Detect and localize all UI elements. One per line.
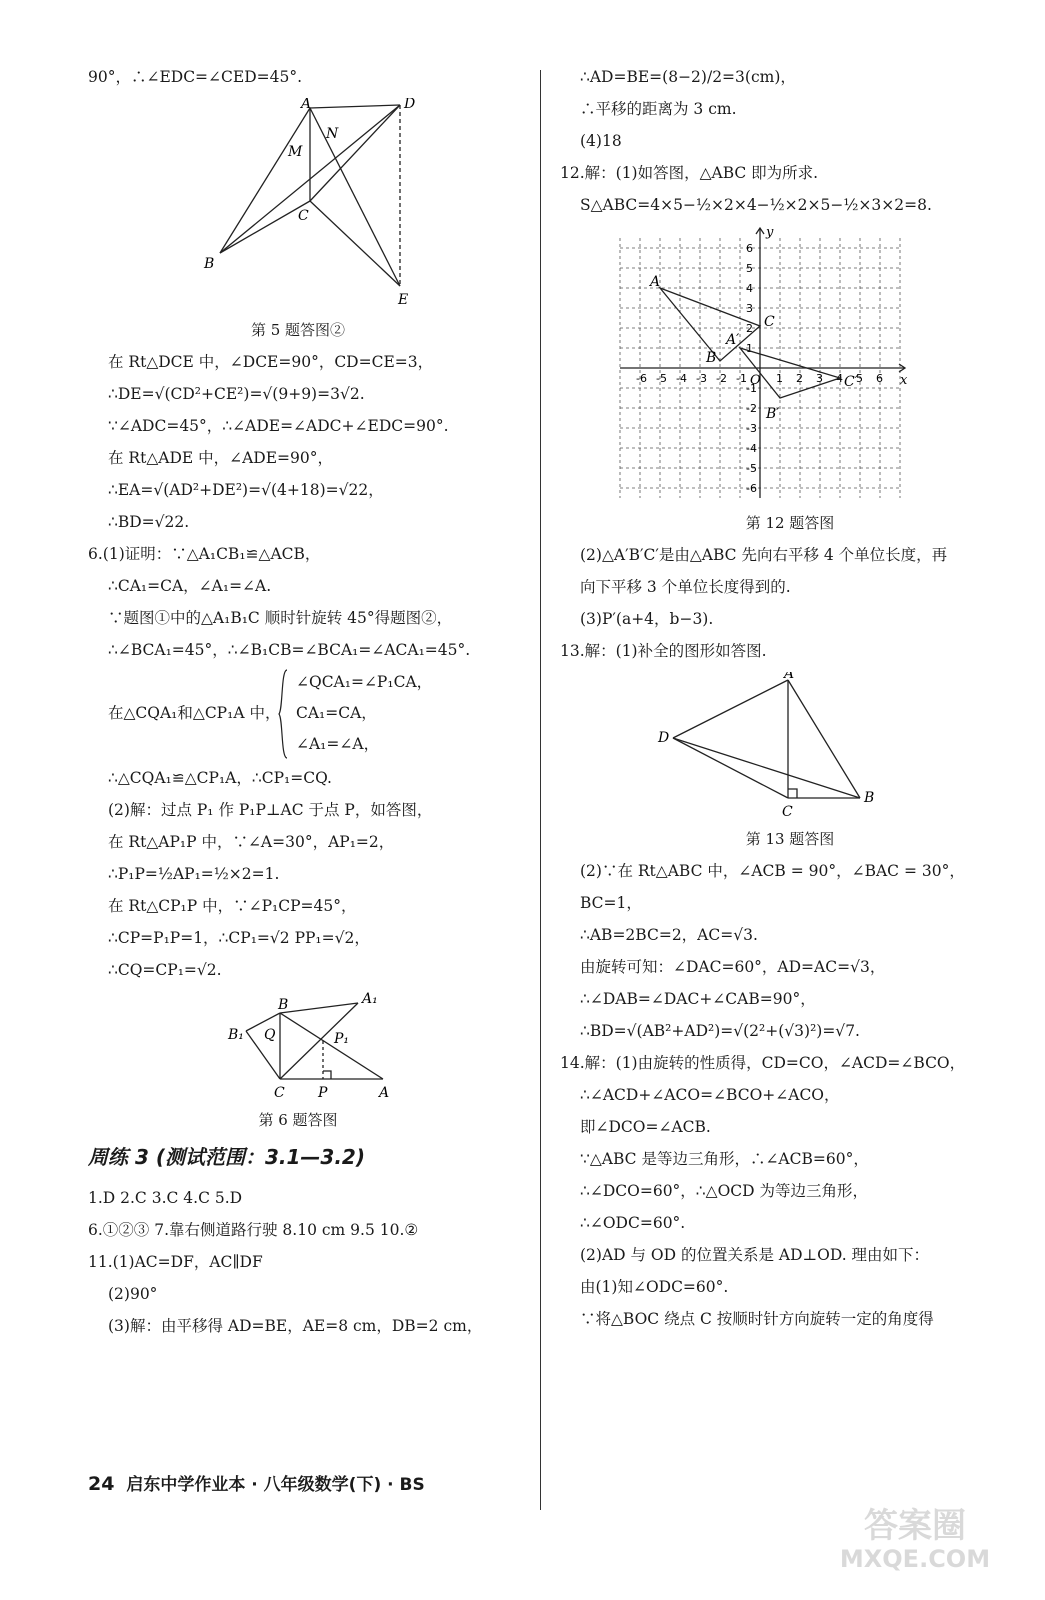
y-tick-label: -4 bbox=[746, 442, 757, 455]
x-tick-label: -5 bbox=[656, 372, 667, 385]
label-M: M bbox=[288, 144, 303, 160]
text-line: 在 Rt△CP₁P 中，∵∠P₁CP=45°， bbox=[108, 897, 357, 915]
figure-13-caption: 第 13 题答图 bbox=[745, 830, 835, 848]
text-line: ∴∠ODC=60°. bbox=[580, 1214, 686, 1232]
x-tick-label: 6 bbox=[876, 372, 883, 385]
text-line: (2)△A′B′C′是由△ABC 先向右平移 4 个单位长度，再 bbox=[580, 546, 948, 564]
left-column bbox=[88, 62, 508, 1343]
text-line: ∴∠DCO=60°，∴△OCD 为等边三角形， bbox=[580, 1182, 869, 1200]
text-line: ∴∠DAB=∠DAC+∠CAB=90°， bbox=[580, 990, 816, 1008]
answer-line: 6.①②③ 7.靠右侧道路行驶 8.10 cm 9.5 10.② bbox=[88, 1221, 419, 1239]
label-B: B bbox=[204, 256, 215, 272]
text-line: ∴P₁P=½AP₁=½×2=1. bbox=[108, 865, 280, 883]
text-line: ∴AB=2BC=2，AC=√3. bbox=[580, 926, 758, 944]
y-tick-label: 3 bbox=[746, 302, 753, 315]
y-tick-label: 1 bbox=[746, 342, 753, 355]
label-C: C bbox=[764, 314, 775, 330]
label-A: A bbox=[784, 672, 795, 682]
figure-12 bbox=[560, 226, 1020, 506]
text-line: ∴CQ=CP₁=√2. bbox=[108, 961, 222, 979]
section-title: 周练 3 (测试范围：3.1—3.2) bbox=[88, 1145, 365, 1169]
figure-12-grid bbox=[560, 226, 1020, 506]
page-footer bbox=[88, 1470, 425, 1495]
x-tick-label: 4 bbox=[836, 372, 843, 385]
text-line: (2)AD 与 OD 的位置关系是 AD⊥OD. 理由如下： bbox=[580, 1246, 930, 1264]
text-line: ∴BD=√22. bbox=[108, 513, 190, 531]
y-tick-label: 4 bbox=[746, 282, 753, 295]
text-line: ∴∠ACD+∠ACO=∠BCO+∠ACO， bbox=[580, 1086, 840, 1104]
text-line: ∵题图①中的△A₁B₁C 顺时针旋转 45°得题图②， bbox=[108, 609, 453, 627]
column-divider bbox=[540, 70, 541, 1510]
congruence-system bbox=[88, 667, 508, 763]
text-line: ∴△CQA₁≌△CP₁A，∴CP₁=CQ. bbox=[108, 769, 332, 787]
y-tick-label: -6 bbox=[746, 482, 757, 495]
figure-6-diagram bbox=[88, 991, 508, 1103]
brace-item: ∠QCA₁=∠P₁CA， bbox=[296, 673, 433, 691]
text-line: S△ABC=4×5−½×2×4−½×2×5−½×3×2=8. bbox=[580, 196, 932, 214]
text-line: 90°，∴∠EDC=∠CED=45°. bbox=[88, 68, 303, 86]
label-D: D bbox=[404, 98, 416, 112]
text-line: ∴BD=√(AB²+AD²)=√(2²+(√3)²)=√7. bbox=[580, 1022, 860, 1040]
label-B1: B₁ bbox=[228, 1027, 244, 1043]
label-B: B bbox=[864, 790, 875, 806]
y-tick-label: 5 bbox=[746, 262, 753, 275]
label-C: C bbox=[274, 1085, 285, 1101]
axis-y-label: y bbox=[766, 226, 774, 240]
text-line: ∴平移的距离为 3 cm. bbox=[580, 100, 737, 118]
watermark-logo bbox=[815, 1495, 1015, 1575]
text-line: (2)∵在 Rt△ABC 中，∠ACB = 90°，∠BAC = 30°， bbox=[580, 862, 965, 880]
label-C: C bbox=[298, 208, 309, 224]
text-line: (3)P′(a+4，b−3). bbox=[580, 610, 714, 628]
x-tick-label: 1 bbox=[776, 372, 783, 385]
label-N: N bbox=[326, 126, 339, 142]
text-line: ∴AD=BE=(8−2)/2=3(cm)， bbox=[580, 68, 796, 86]
label-A: A bbox=[379, 1085, 390, 1101]
text-line: 由(1)知∠ODC=60°. bbox=[580, 1278, 729, 1296]
text-line: 在 Rt△ADE 中，∠ADE=90°， bbox=[108, 449, 333, 467]
text-line: ∴CP=P₁P=1，∴CP₁=√2 PP₁=√2， bbox=[108, 929, 370, 947]
answer-line: (2)90° bbox=[108, 1285, 158, 1303]
text-line: 由旋转可知：∠DAC=60°，AD=AC=√3， bbox=[580, 958, 886, 976]
x-tick-label: -4 bbox=[676, 372, 687, 385]
answer-line: 11.(1)AC=DF，AC∥DF bbox=[88, 1253, 263, 1271]
figure-5-diagram bbox=[88, 98, 508, 313]
text-line: ∴DE=√(CD²+CE²)=√(9+9)=3√2. bbox=[108, 385, 365, 403]
text-line: ∵∠ADC=45°，∴∠ADE=∠ADC+∠EDC=90°. bbox=[108, 417, 449, 435]
figure-12-caption: 第 12 题答图 bbox=[745, 514, 835, 532]
label-B: B bbox=[706, 350, 717, 366]
text-line: 13.解：(1)补全的图形如答图. bbox=[560, 642, 767, 660]
label-A-prime: A′ bbox=[726, 332, 740, 348]
label-E: E bbox=[398, 292, 409, 308]
answer-line: (3)解：由平移得 AD=BE，AE=8 cm，DB=2 cm， bbox=[108, 1317, 483, 1335]
label-Q: Q bbox=[264, 1027, 276, 1043]
label-A: A bbox=[650, 274, 661, 290]
x-tick-label: -2 bbox=[716, 372, 727, 385]
text-line: ∵△ABC 是等边三角形，∴∠ACB=60°， bbox=[580, 1150, 869, 1168]
figure-6-caption: 第 6 题答图 bbox=[258, 1111, 338, 1129]
text-line: ∴CA₁=CA，∠A₁=∠A. bbox=[108, 577, 272, 595]
y-tick-label: 6 bbox=[746, 242, 753, 255]
x-tick-label: 3 bbox=[816, 372, 823, 385]
text-line: 即∠DCO=∠ACB. bbox=[580, 1118, 711, 1136]
answer-line: 1.D 2.C 3.C 4.C 5.D bbox=[88, 1189, 243, 1207]
label-B-prime: B′ bbox=[766, 406, 780, 422]
watermark-text-bottom: MXQE.COM bbox=[839, 1545, 991, 1573]
book-title: 启东中学作业本 · 八年级数学(下) · BS bbox=[126, 1475, 425, 1495]
figure-13-diagram bbox=[560, 672, 1020, 822]
page-number: 24 bbox=[88, 1473, 115, 1495]
x-tick-label: -1 bbox=[736, 372, 747, 385]
text-line: ∵将△BOC 绕点 C 按顺时针方向旋转一定的角度得 bbox=[580, 1310, 934, 1328]
y-tick-label: -2 bbox=[746, 402, 757, 415]
brace-icon bbox=[278, 669, 288, 759]
right-column bbox=[560, 62, 1020, 1336]
y-tick-label: -3 bbox=[746, 422, 757, 435]
label-C-prime: C′ bbox=[844, 374, 858, 390]
text-line: 在 Rt△AP₁P 中，∵∠A=30°，AP₁=2， bbox=[108, 833, 395, 851]
label-A1: A₁ bbox=[362, 991, 378, 1007]
label-P1: P₁ bbox=[334, 1031, 350, 1047]
text-line: 12.解：(1)如答图，△ABC 即为所求. bbox=[560, 164, 819, 182]
label-D: D bbox=[658, 730, 670, 746]
origin-label: O bbox=[750, 373, 761, 388]
text-line: BC=1， bbox=[580, 894, 642, 912]
label-C: C bbox=[782, 804, 793, 820]
y-tick-label: -5 bbox=[746, 462, 757, 475]
text-line: ∴∠BCA₁=45°，∴∠B₁CB=∠BCA₁=∠ACA₁=45°. bbox=[108, 641, 471, 659]
axis-x-label: x bbox=[900, 373, 908, 388]
y-tick-label: -1 bbox=[746, 382, 757, 395]
x-tick-label: 5 bbox=[856, 372, 863, 385]
text-line: 在 Rt△DCE 中，∠DCE=90°，CD=CE=3， bbox=[108, 353, 434, 371]
text-line: ∴EA=√(AD²+DE²)=√(4+18)=√22， bbox=[108, 481, 384, 499]
brace-item: ∠A₁=∠A， bbox=[296, 735, 380, 753]
figure-5 bbox=[88, 98, 508, 313]
text-line: 6.(1)证明：∵△A₁CB₁≌△ACB， bbox=[88, 545, 321, 563]
watermark-text-top: 答案圈 bbox=[864, 1506, 966, 1546]
x-tick-label: 2 bbox=[796, 372, 803, 385]
figure-13 bbox=[560, 672, 1020, 822]
brace-lead: 在△CQA₁和△CP₁A 中， bbox=[108, 704, 281, 722]
x-tick-label: -3 bbox=[696, 372, 707, 385]
text-line: 向下平移 3 个单位长度得到的. bbox=[580, 578, 791, 596]
figure-6 bbox=[88, 991, 508, 1103]
brace-item: CA₁=CA， bbox=[296, 704, 377, 722]
text-line: (2)解：过点 P₁ 作 P₁P⊥AC 于点 P，如答图， bbox=[108, 801, 433, 819]
y-tick-label: 2 bbox=[746, 322, 753, 335]
figure-5-caption: 第 5 题答图② bbox=[250, 321, 346, 339]
text-line: 14.解：(1)由旋转的性质得，CD=CO，∠ACD=∠BCO， bbox=[560, 1054, 966, 1072]
text-line: (4)18 bbox=[580, 132, 622, 150]
label-P: P bbox=[318, 1085, 328, 1101]
label-A: A bbox=[301, 98, 312, 112]
x-tick-label: -6 bbox=[636, 372, 647, 385]
label-B: B bbox=[278, 997, 289, 1013]
